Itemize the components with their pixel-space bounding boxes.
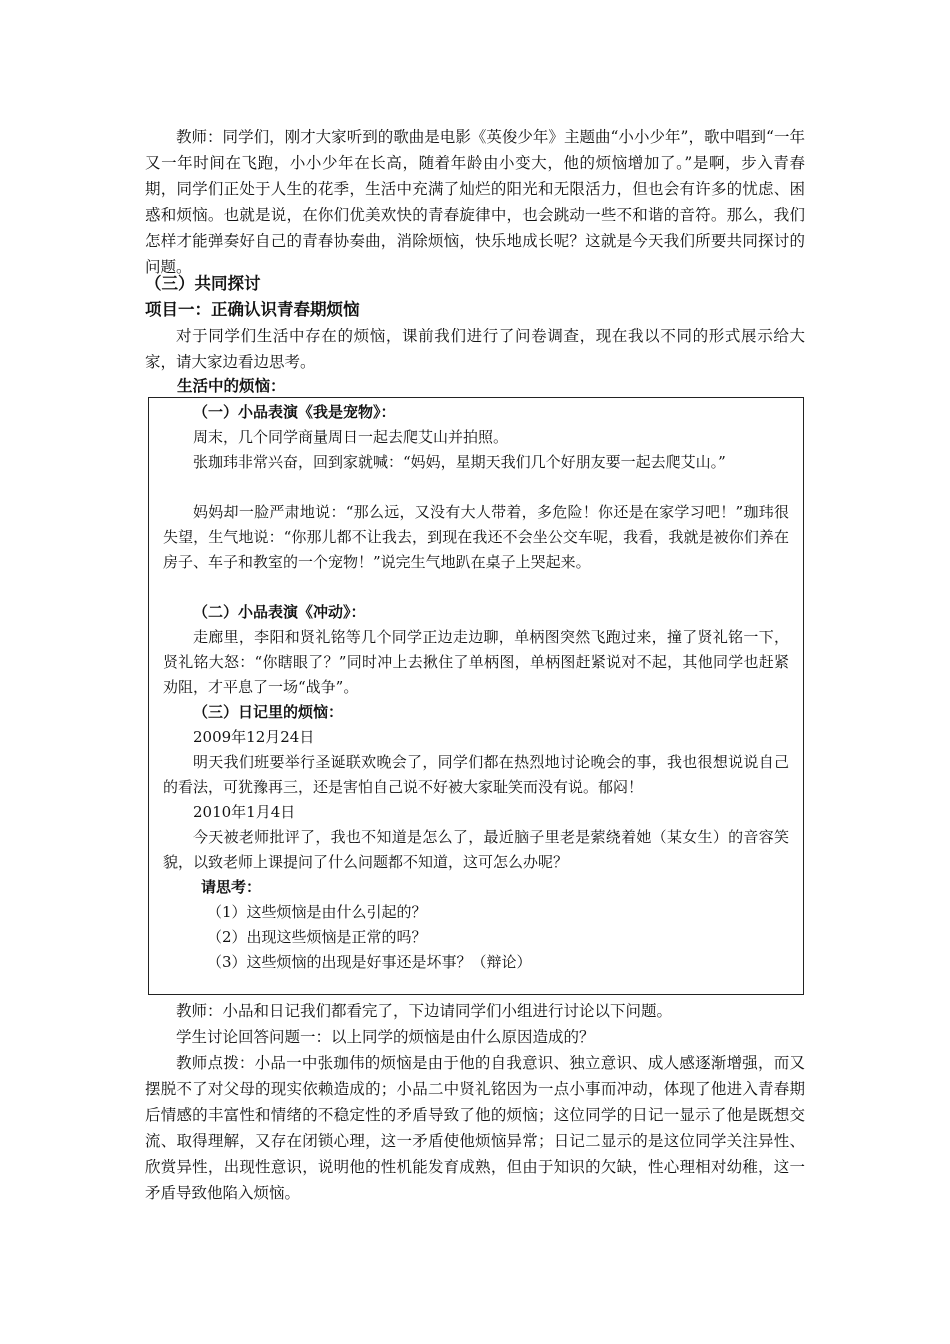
project-title: 项目一：正确认识青春期烦恼	[145, 300, 360, 319]
diary2-date: 2010年1月4日	[193, 803, 296, 821]
skit1-paragraph-1: 周末，几个同学商量周日一起去爬艾山并拍照。	[193, 428, 509, 446]
skit1-title: （一）小品表演《我是宠物》：	[193, 403, 396, 421]
intro-paragraph: 教师：同学们，刚才大家听到的歌曲是电影《英俊少年》主题曲“小小少年”，歌中唱到“一年又一年时间在飞跑，小小少年在长高，随着年龄由小变大，他的烦恼增加了。”是啊，步入青春期，同学们正处于人生的花季，生活中充满了灿烂的阳光和无限活力，但也会有许多的忧虑、困惑和烦恼。也就是说，在你们优美欢快的青春旋律中，也会跳动一些不和谐的音符。那么，我们怎样才能弹奏好自己的青春协奏曲，消除烦恼，快乐地成长呢？这就是今天我们所要共同探讨的问题。	[145, 128, 805, 276]
teacher-line: 教师：小品和日记我们都看完了，下边请同学们小组进行讨论以下问题。	[176, 1002, 673, 1020]
diary-title: （三）日记里的烦恼：	[193, 703, 344, 721]
skit2-title: （二）小品表演《冲动》：	[193, 603, 366, 621]
question-1: （1）这些烦恼是由什么引起的？	[207, 903, 427, 921]
skit1-paragraph-2: 张珈玮非常兴奋，回到家就喊：“妈妈，星期天我们几个好朋友要一起去爬艾山。”	[193, 453, 726, 471]
diary1-text: 明天我们班要举行圣诞联欢晚会了，同学们都在热烈地讨论晚会的事，我也很想说说自己的看法，可犹豫再三，还是害怕自己说不好被大家耻笑而没有说。郁闷！	[163, 753, 789, 796]
teacher-comment: 教师点拨：小品一中张珈伟的烦恼是由于他的自我意识、独立意识、成人感逐渐增强，而又摆脱不了对父母的现实依赖造成的；小品二中贤礼铭因为一点小事而冲动，体现了他进入青春期后情感的丰富性和情绪的不稳定性的矛盾导致了他的烦恼；这位同学的日记一显示了他是既想交流、取得理解，又存在闭锁心理，这一矛盾使他烦恼异常；日记二显示的是这位同学关注异性、欣赏异性，出现性意识，说明他的性机能发育成熟，但由于知识的欠缺，性心理相对幼稚，这一矛盾导致他陷入烦恼。	[145, 1054, 805, 1202]
life-troubles-label: 生活中的烦恼：	[177, 377, 286, 395]
diary2-text: 今天被老师批评了，我也不知道是怎么了，最近脑子里老是萦绕着她（某女生）的音容笑貌，以致老师上课提问了什么问题都不知道，这可怎么办呢？	[163, 828, 789, 871]
question-3: （3）这些烦恼的出现是好事还是坏事？（辩论）	[207, 953, 532, 971]
section-heading: （三）共同探讨	[145, 274, 261, 293]
skit2-paragraph: 走廊里，李阳和贤礼铭等几个同学正边走边聊，单柄图突然飞跑过来，撞了贤礼铭一下，贤礼铭大怒：“你瞎眼了？”同时冲上去揪住了单柄图，单柄图赶紧说对不起，其他同学也赶紧劝阻，才平息了一场“战争”。	[163, 628, 789, 696]
diary1-date: 2009年12月24日	[193, 728, 315, 746]
skit1-paragraph-3: 妈妈却一脸严肃地说：“那么远，又没有大人带着，多危险！你还是在家学习吧！”珈玮很失望，生气地说：“你那儿都不让我去，到现在我还不会坐公交车呢，我看，我就是被你们养在房子、车子和教室的一个宠物！”说完生气地趴在桌子上哭起来。	[163, 503, 789, 571]
student-question: 学生讨论回答问题一：以上同学的烦恼是由什么原因造成的？	[176, 1028, 595, 1046]
think-title: 请思考：	[201, 878, 262, 896]
question-2: （2）出现这些烦恼是正常的吗？	[207, 928, 427, 946]
case-box	[148, 397, 804, 995]
project-intro: 对于同学们生活中存在的烦恼，课前我们进行了问卷调查，现在我以不同的形式展示给大家，请大家边看边思考。	[145, 327, 805, 371]
